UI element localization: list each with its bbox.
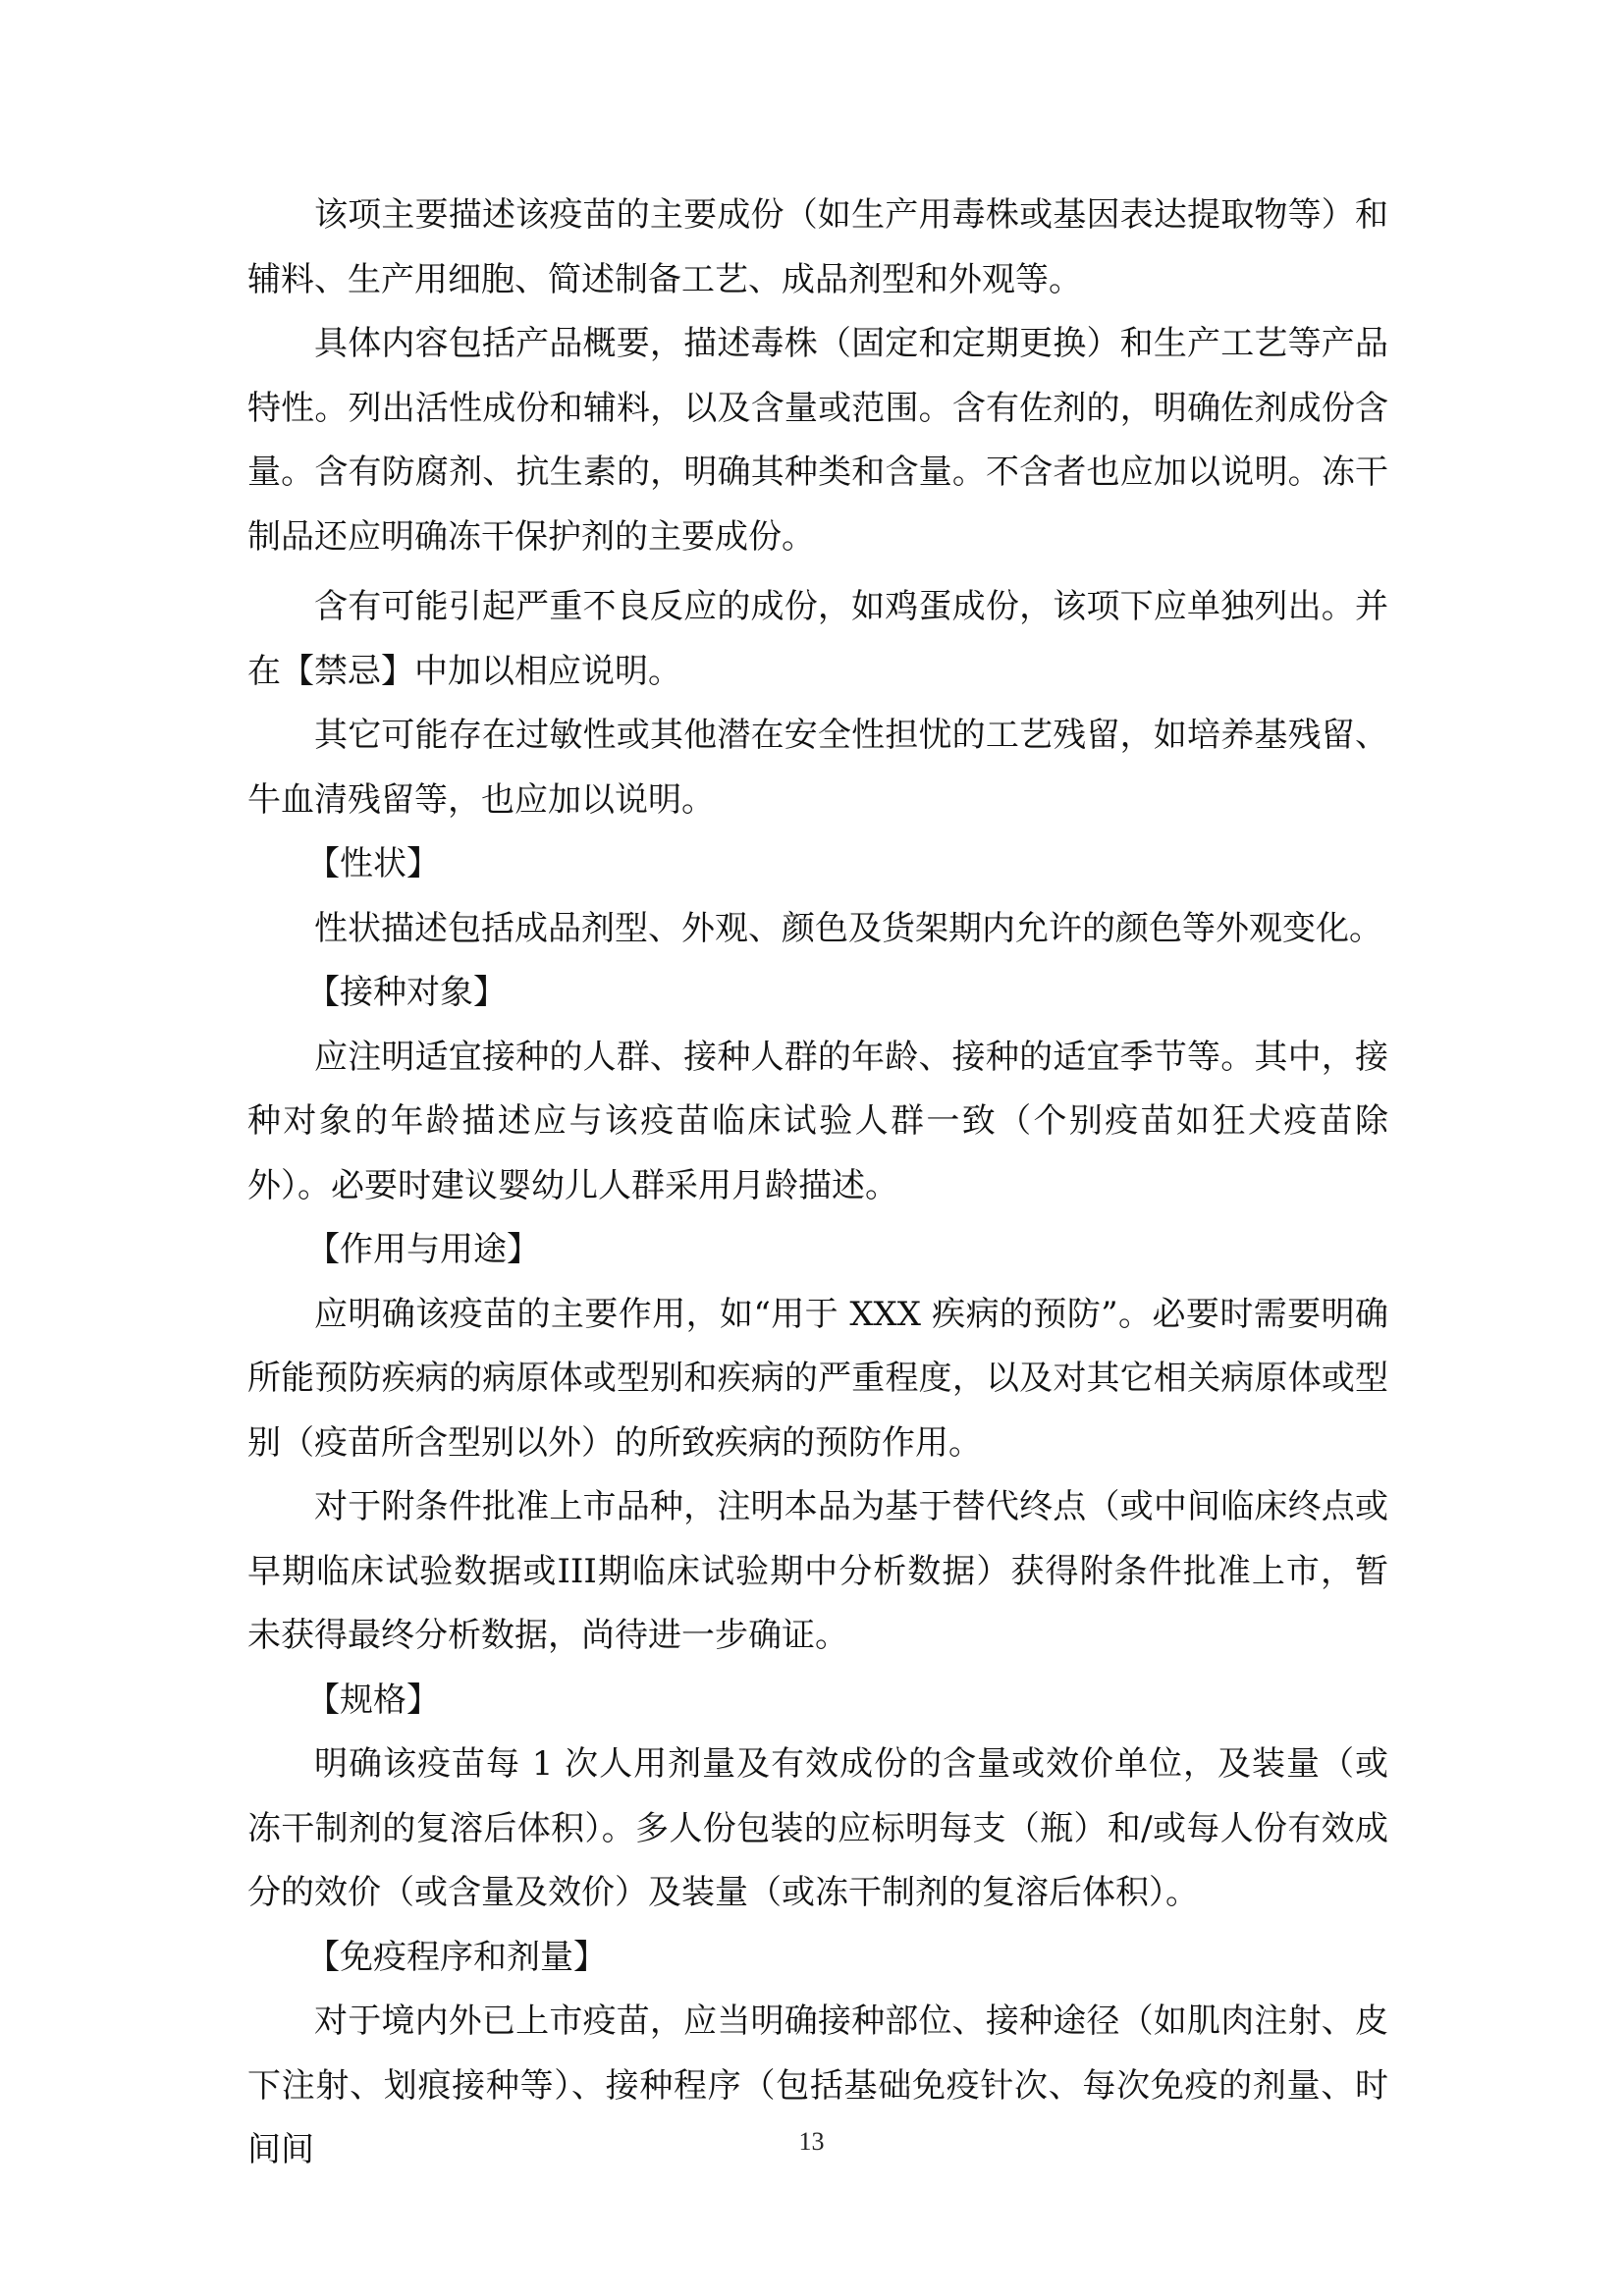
paragraph-adverse-components: 含有可能引起严重不良反应的成份，如鸡蛋成份，该项下应单独列出。并在【禁忌】中加以相应说明。	[247, 587, 1388, 691]
paragraph-process-residues: 其它可能存在过敏性或其他潜在安全性担忧的工艺残留，如培养基残留、牛血清残留等，也应加以说明。	[247, 716, 1388, 820]
section-heading-indications: 【作用与用途】	[306, 1230, 540, 1269]
page-number: 13	[798, 2127, 825, 2156]
paragraph-immunization-schedule: 对于境内外已上市疫苗，应当明确接种部位、接种途径（如肌肉注射、皮下注射、划痕接种等）、接种程序（包括基础免疫针次、每次免疫的剂量、时间间	[247, 2002, 1388, 2169]
paragraph-main-components: 该项主要描述该疫苗的主要成份（如生产用毒株或基因表达提取物等）和辅料、生产用细胞、简述制备工艺、成品剂型和外观等。	[247, 195, 1388, 299]
paragraph-product-overview: 具体内容包括产品概要，描述毒株（固定和定期更换）和生产工艺等产品特性。列出活性成份和辅料，以及含量或范围。含有佐剂的，明确佐剂成份含量。含有防腐剂、抗生素的，明确其种类和含量。不含者也应加以说明。冻干制品还应明确冻干保护剂的主要成份。	[247, 324, 1388, 557]
paragraph-indications: 应明确该疫苗的主要作用，如“用于 XXX 疾病的预防”。必要时需要明确所能预防疾病的病原体或型别和疾病的严重程度，以及对其它相关病原体或型别（疫苗所含型别以外）的所致疾病的预防作用。	[247, 1294, 1388, 1463]
paragraph-characteristics: 性状描述包括成品剂型、外观、颜色及货架期内允许的颜色等外观变化。	[314, 908, 1382, 948]
paragraph-conditional-approval: 对于附条件批准上市品种，注明本品为基于替代终点（或中间临床终点或早期临床试验数据或III期临床试验期中分析数据）获得附条件批准上市，暂未获得最终分析数据，尚待进一步确证。	[247, 1487, 1388, 1655]
section-heading-characteristics: 【性状】	[306, 844, 440, 883]
section-heading-target-population: 【接种对象】	[306, 973, 507, 1012]
paragraph-target-population: 应注明适宜接种的人群、接种人群的年龄、接种的适宜季节等。其中，接种对象的年龄描述应与该疫苗临床试验人群一致（个别疫苗如狂犬疫苗除外）。必要时建议婴幼儿人群采用月龄描述。	[247, 1037, 1388, 1205]
section-heading-specification: 【规格】	[306, 1680, 440, 1720]
paragraph-specification: 明确该疫苗每 1 次人用剂量及有效成份的含量或效价单位，及装量（或冻干制剂的复溶后体积）。多人份包装的应标明每支（瓶）和/或每人份有效成分的效价（或含量及效价）及装量（或冻干制剂的复溶后体积）。	[247, 1744, 1388, 1912]
page-body	[247, 184, 1388, 2183]
section-heading-immunization-schedule: 【免疫程序和剂量】	[306, 1937, 607, 1977]
